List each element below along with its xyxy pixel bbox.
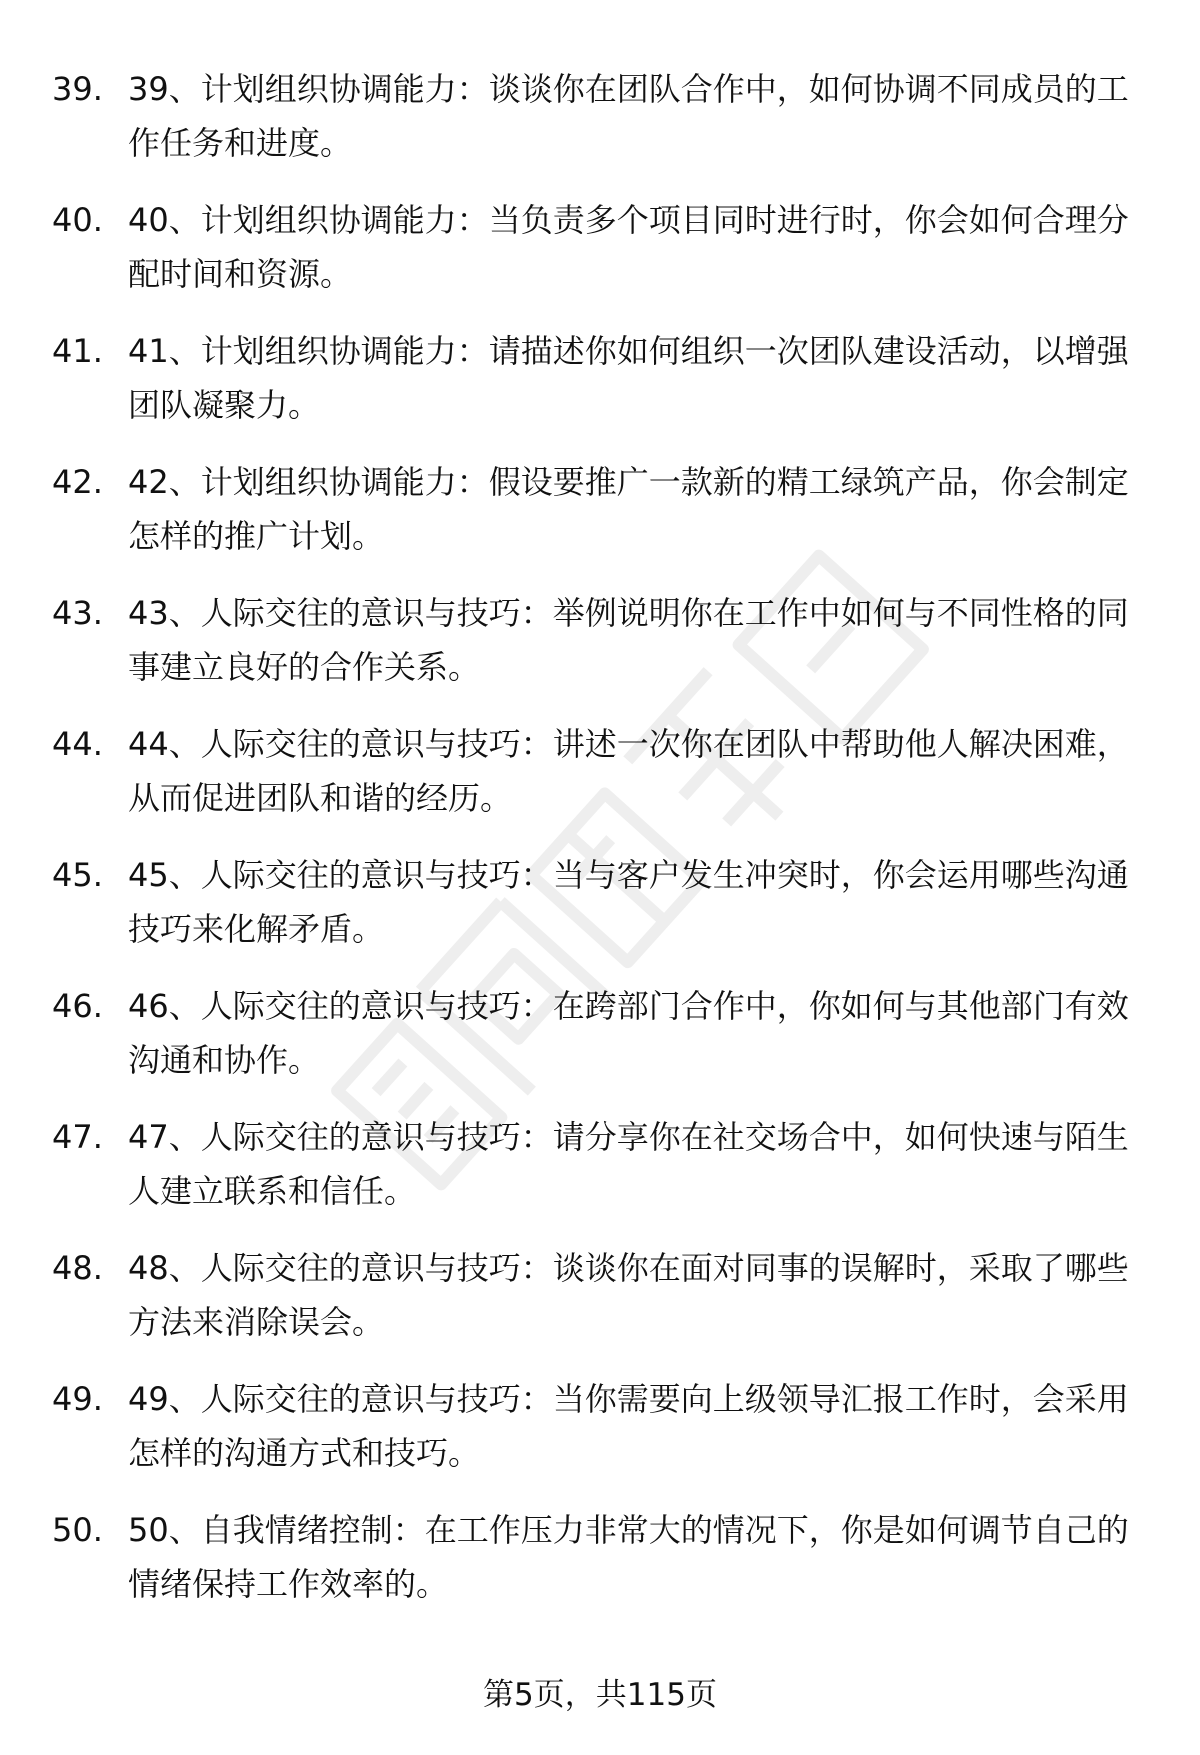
question-number: 43. bbox=[52, 594, 103, 632]
list-item bbox=[0, 1241, 1200, 1372]
list-item bbox=[0, 717, 1200, 848]
page-footer: 第5页，共115页 bbox=[483, 1677, 717, 1713]
question-text: 39、计划组织协调能力：谈谈你在团队合作中，如何协调不同成员的工作任务和进度。 bbox=[128, 70, 1129, 162]
question-text: 44、人际交往的意识与技巧：讲述一次你在团队中帮助他人解决困难，从而促进团队和谐的经历。 bbox=[128, 725, 1129, 817]
question-text: 46、人际交往的意识与技巧：在跨部门合作中，你如何与其他部门有效沟通和协作。 bbox=[128, 987, 1129, 1079]
list-item bbox=[0, 455, 1200, 586]
question-number: 47. bbox=[52, 1118, 103, 1156]
question-text: 47、人际交往的意识与技巧：请分享你在社交场合中，如何快速与陌生人建立联系和信任。 bbox=[128, 1118, 1129, 1210]
list-item bbox=[0, 1110, 1200, 1241]
question-number: 50. bbox=[52, 1511, 103, 1549]
question-text: 43、人际交往的意识与技巧：举例说明你在工作中如何与不同性格的同事建立良好的合作关系。 bbox=[128, 594, 1129, 686]
question-number: 39. bbox=[52, 70, 103, 108]
list-item bbox=[0, 62, 1200, 193]
question-number: 48. bbox=[52, 1249, 103, 1287]
list-item bbox=[0, 979, 1200, 1110]
list-item bbox=[0, 848, 1200, 979]
question-text: 41、计划组织协调能力：请描述你如何组织一次团队建设活动，以增强团队凝聚力。 bbox=[128, 332, 1129, 424]
question-text: 40、计划组织协调能力：当负责多个项目同时进行时，你会如何合理分配时间和资源。 bbox=[128, 201, 1129, 293]
question-text: 50、自我情绪控制：在工作压力非常大的情况下，你是如何调节自己的情绪保持工作效率的。 bbox=[128, 1511, 1129, 1603]
list-item bbox=[0, 1372, 1200, 1503]
question-text: 48、人际交往的意识与技巧：谈谈你在面对同事的误解时，采取了哪些方法来消除误会。 bbox=[128, 1249, 1129, 1341]
question-text: 42、计划组织协调能力：假设要推广一款新的精工绿筑产品，你会制定怎样的推广计划。 bbox=[128, 463, 1129, 555]
question-number: 49. bbox=[52, 1380, 103, 1418]
question-number: 40. bbox=[52, 201, 103, 239]
list-item bbox=[0, 193, 1200, 324]
list-item bbox=[0, 1503, 1200, 1634]
question-number: 41. bbox=[52, 332, 103, 370]
question-text: 49、人际交往的意识与技巧：当你需要向上级领导汇报工作时，会采用怎样的沟通方式和技巧。 bbox=[128, 1380, 1129, 1472]
question-number: 46. bbox=[52, 987, 103, 1025]
question-number: 45. bbox=[52, 856, 103, 894]
question-number: 42. bbox=[52, 463, 103, 501]
question-text: 45、人际交往的意识与技巧：当与客户发生冲突时，你会运用哪些沟通技巧来化解矛盾。 bbox=[128, 856, 1129, 948]
question-number: 44. bbox=[52, 725, 103, 763]
list-item bbox=[0, 324, 1200, 455]
question-list bbox=[0, 62, 1200, 1634]
list-item bbox=[0, 586, 1200, 717]
